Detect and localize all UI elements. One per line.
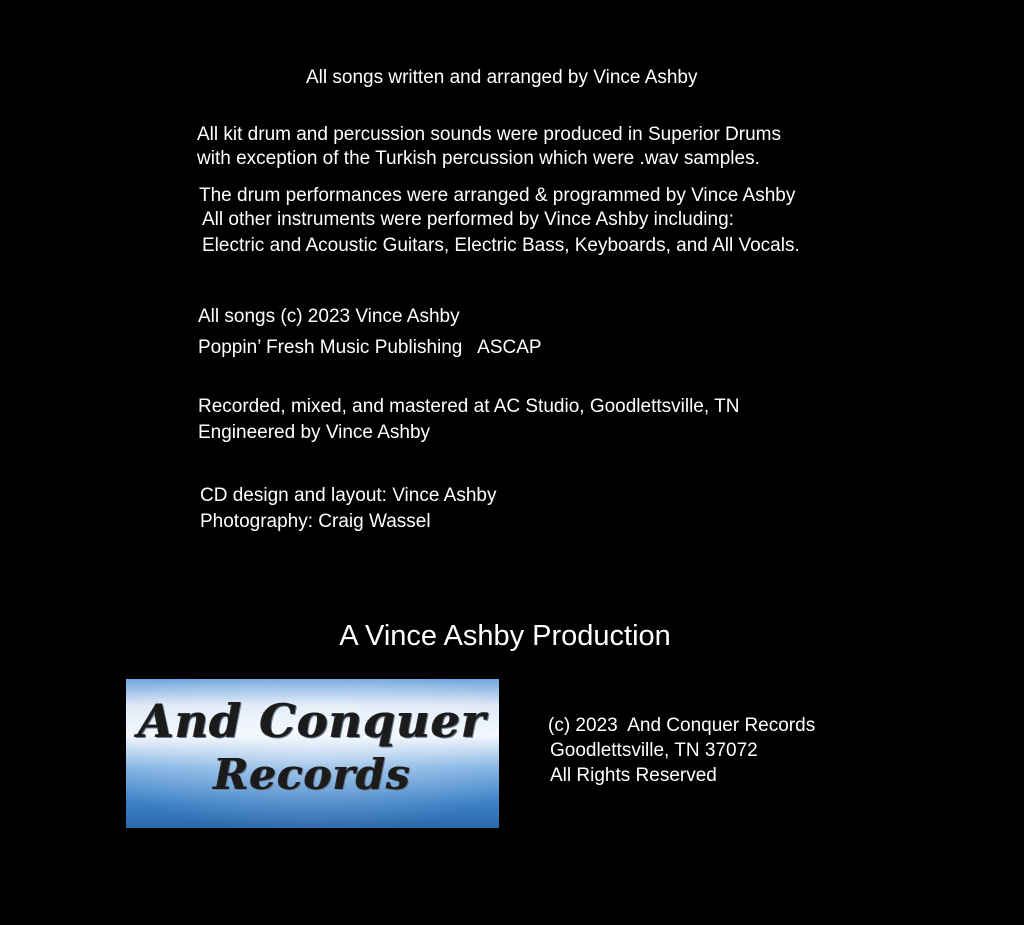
label-rights: All Rights Reserved (550, 765, 717, 786)
publishing-credit: Poppin’ Fresh Music Publishing ASCAP (198, 337, 542, 358)
logo-name: And Conquer (138, 694, 487, 748)
logo-records: Records (213, 750, 412, 799)
label-address: Goodlettsville, TN 37072 (550, 740, 758, 761)
recorded-credit: Recorded, mixed, and mastered at AC Studio, Goodlettsville, TN (198, 396, 740, 417)
performance-credit-line-3: Electric and Acoustic Guitars, Electric Bass, Keyboards, and All Vocals. (202, 235, 800, 256)
performance-credit-line-2: All other instruments were performed by Vince Ashby including: (202, 209, 734, 230)
drums-credit-line-2: with exception of the Turkish percussion which were .wav samples. (197, 148, 760, 169)
design-credit: CD design and layout: Vince Ashby (200, 485, 497, 506)
and-conquer-records-logo (126, 679, 499, 828)
production-title: A Vince Ashby Production (339, 620, 671, 652)
label-copyright: (c) 2023 And Conquer Records (548, 715, 816, 736)
written-credit: All songs written and arranged by Vince Ashby (306, 67, 698, 88)
drums-credit-line-1: All kit drum and percussion sounds were produced in Superior Drums (197, 124, 781, 145)
photography-credit: Photography: Craig Wassel (200, 511, 431, 532)
performance-credit-line-1: The drum performances were arranged & programmed by Vince Ashby (199, 185, 796, 206)
engineered-credit: Engineered by Vince Ashby (198, 422, 431, 443)
songs-copyright: All songs (c) 2023 Vince Ashby (198, 306, 460, 327)
